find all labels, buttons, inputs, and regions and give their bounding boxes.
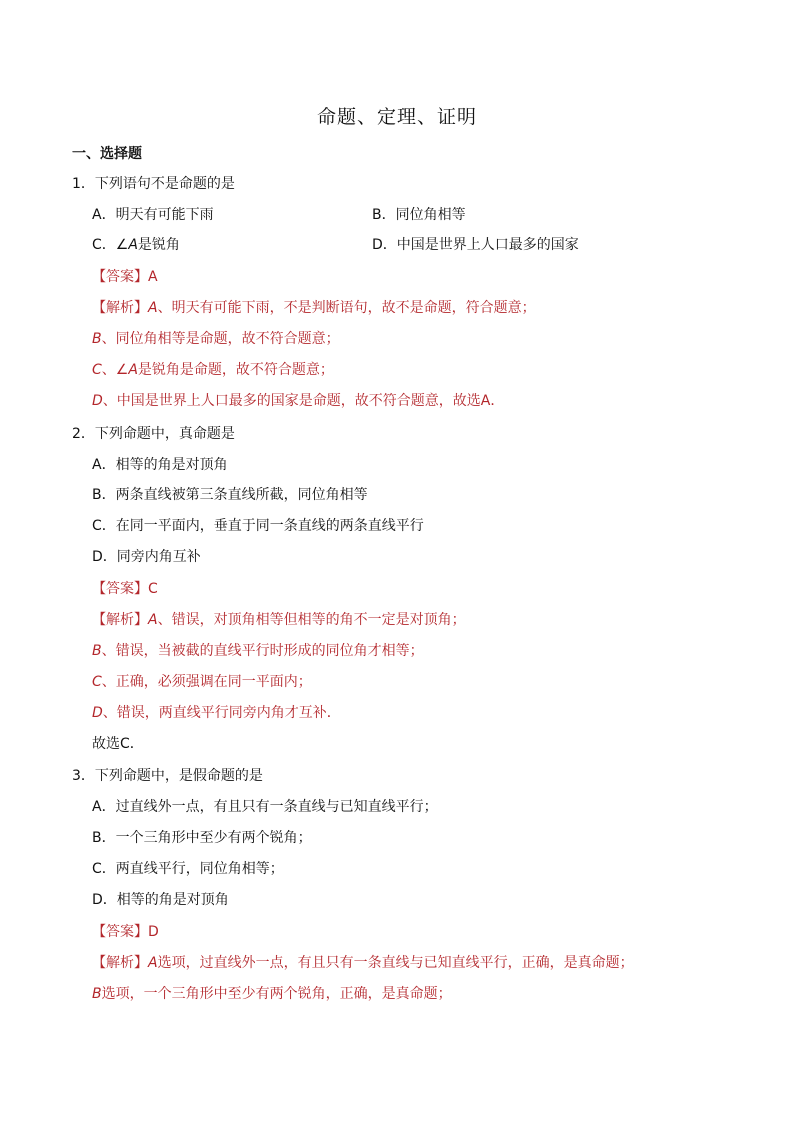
q2-option-d: D．同旁内角互补	[92, 549, 201, 565]
q1-option-b: B．同位角相等	[372, 207, 466, 223]
section-heading: 一、选择题	[72, 146, 142, 162]
q3-option-a: A．过直线外一点，有且只有一条直线与已知直线平行；	[92, 799, 438, 815]
q2-option-b: B．两条直线被第三条直线所截，同位角相等	[92, 487, 368, 503]
q2-analysis-line-3: C、正确，必须强调在同一平面内；	[92, 674, 312, 690]
q3-option-d: D．相等的角是对顶角	[92, 892, 229, 908]
q1-analysis-line-1: 【解析】A、明天有可能下雨，不是判断语句，故不是命题，符合题意；	[92, 300, 536, 316]
q2-analysis-line-2: B、错误，当被截的直线平行时形成的同位角才相等；	[92, 643, 424, 659]
question-1-stem: 1．下列语句不是命题的是	[72, 176, 235, 192]
page-title: 命题、定理、证明	[316, 106, 477, 128]
q2-answer: 【答案】C	[92, 581, 158, 597]
q2-conclusion: 故选C．	[92, 736, 144, 752]
q2-option-c: C．在同一平面内，垂直于同一条直线的两条直线平行	[92, 518, 424, 534]
q2-analysis-line-4: D、错误，两直线平行同旁内角才互补．	[92, 705, 341, 721]
question-2-stem: 2．下列命题中，真命题是	[72, 426, 235, 442]
q1-option-a: A．明天有可能下雨	[92, 207, 214, 223]
q2-option-a: A．相等的角是对顶角	[92, 457, 228, 473]
q1-analysis-line-4: D、中国是世界上人口最多的国家是命题，故不符合题意，故选A．	[92, 393, 505, 409]
q3-analysis-line-2: B选项，一个三角形中至少有两个锐角，正确，是真命题；	[92, 986, 452, 1002]
question-3-stem: 3．下列命题中，是假命题的是	[72, 768, 263, 784]
q3-option-c: C．两直线平行，同位角相等；	[92, 861, 284, 877]
q3-analysis-line-1: 【解析】A选项，过直线外一点，有且只有一条直线与已知直线平行，正确，是真命题；	[92, 955, 634, 971]
q3-answer: 【答案】D	[92, 924, 159, 940]
q1-analysis-line-3: C、∠A是锐角是命题，故不符合题意；	[92, 362, 334, 378]
q1-option-c: C．∠A是锐角	[92, 237, 180, 253]
q1-answer: 【答案】A	[92, 269, 158, 285]
q3-option-b: B．一个三角形中至少有两个锐角；	[92, 830, 312, 846]
q2-analysis-line-1: 【解析】A、错误，对顶角相等但相等的角不一定是对顶角；	[92, 612, 466, 628]
q1-option-d: D．中国是世界上人口最多的国家	[372, 237, 579, 253]
q1-analysis-line-2: B、同位角相等是命题，故不符合题意；	[92, 331, 340, 347]
